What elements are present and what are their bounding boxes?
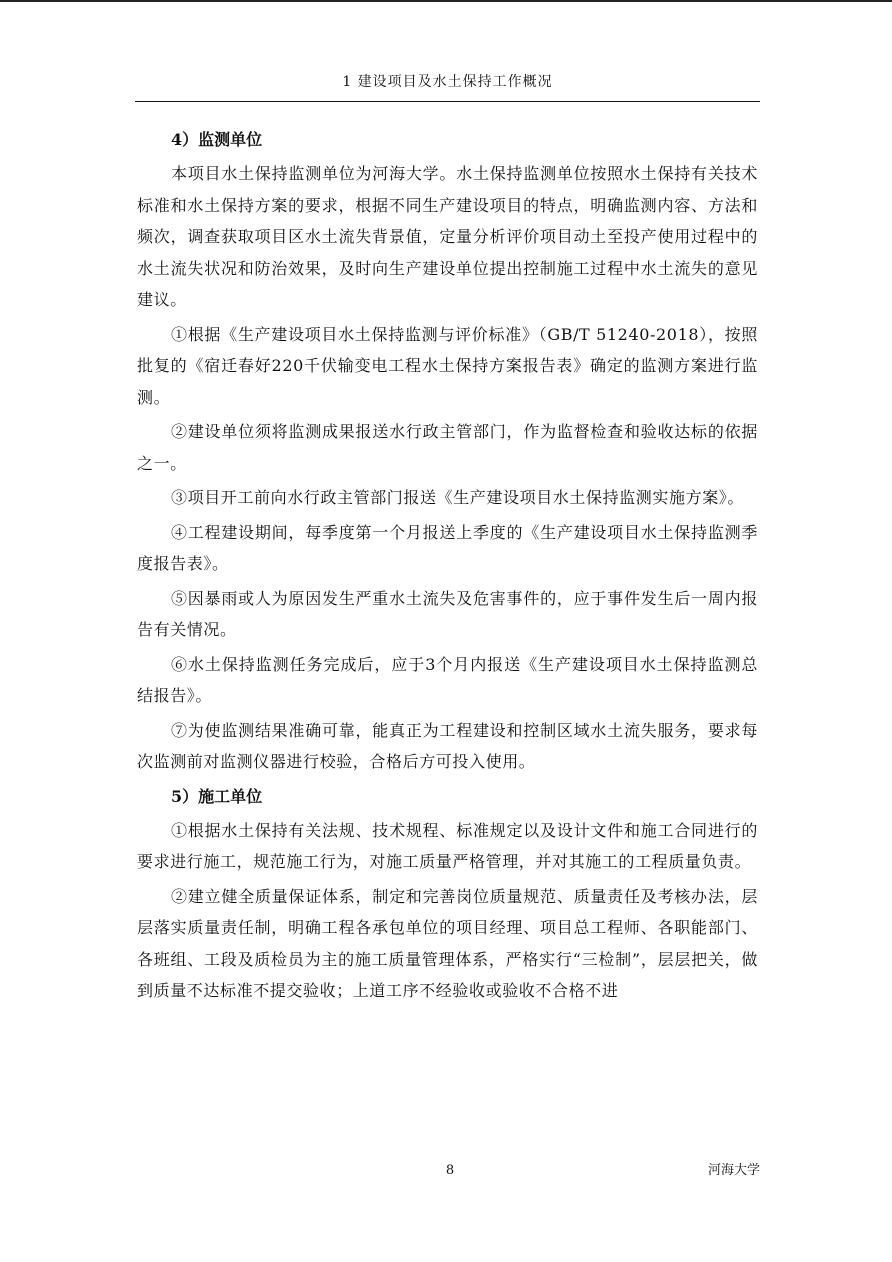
- paragraph: ②建设单位须将监测成果报送水行政主管部门，作为监督检查和验收达标的依据之一。: [137, 422, 758, 473]
- section-heading-monitoring-unit: 4）监测单位: [171, 130, 263, 149]
- page-top-border: [0, 0, 892, 2]
- document-body: [137, 124, 758, 1010]
- paragraph: 本项目水土保持监测单位为河海大学。水土保持监测单位按照水土保持有关技术标准和水土保持方案的要求，根据不同生产建设项目的特点，明确监测内容、方法和频次，调查获取项目区水土流失背景值，定量分析评价项目动土至投产使用过程中的水土流失状况和防治效果，及时向生产建设单位提出控制施工过程中水土流失的意见建议。: [137, 164, 758, 309]
- page-number: 8: [445, 1163, 455, 1178]
- section-heading-construction-unit: 5）施工单位: [171, 786, 263, 806]
- paragraph: ①根据《生产建设项目水土保持监测与评价标准》（GB/T 51240-2018），按照批复的《宿迁春好220千伏输变电工程水土保持方案报告表》确定的监测方案进行监测。: [137, 324, 758, 407]
- paragraph: ①根据水土保持有关法规、技术规程、标准规定以及设计文件和施工合同进行的要求进行施工，规范施工行为，对施工质量严格管理，并对其施工的工程质量负责。: [137, 820, 758, 871]
- footer-organization: 河海大学: [707, 1163, 760, 1178]
- paragraph: ⑥水土保持监测任务完成后，应于3个月内报送《生产建设项目水土保持监测总结报告》。: [137, 654, 758, 705]
- paragraph: ⑦为使监测结果准确可靠，能真正为工程建设和控制区域水土流失服务，要求每次监测前对监测仪器进行校验，合格后方可投入使用。: [137, 720, 758, 771]
- paragraph: ③项目开工前向水行政主管部门报送《生产建设项目水土保持监测实施方案》。: [171, 488, 745, 507]
- paragraph: ②建立健全质量保证体系，制定和完善岗位质量规范、质量责任及考核办法，层层落实质量责任制，明确工程各承包单位的项目经理、项目总工程师、各职能部门、各班组、工段及质检员为主的施工质量管理体系，严格实行“三检制”，层层把关，做到质量不达标准不提交验收；上道工序不经验收或验收不合格不进: [137, 886, 758, 1000]
- paragraph: ④工程建设期间，每季度第一个月报送上季度的《生产建设项目水土保持监测季度报告表》。: [137, 522, 758, 573]
- running-header: 1 建设项目及水土保持工作概况: [342, 74, 553, 90]
- header-rule: [135, 101, 760, 102]
- paragraph: ⑤因暴雨或人为原因发生严重水土流失及危害事件的，应于事件发生后一周内报告有关情况。: [137, 588, 758, 639]
